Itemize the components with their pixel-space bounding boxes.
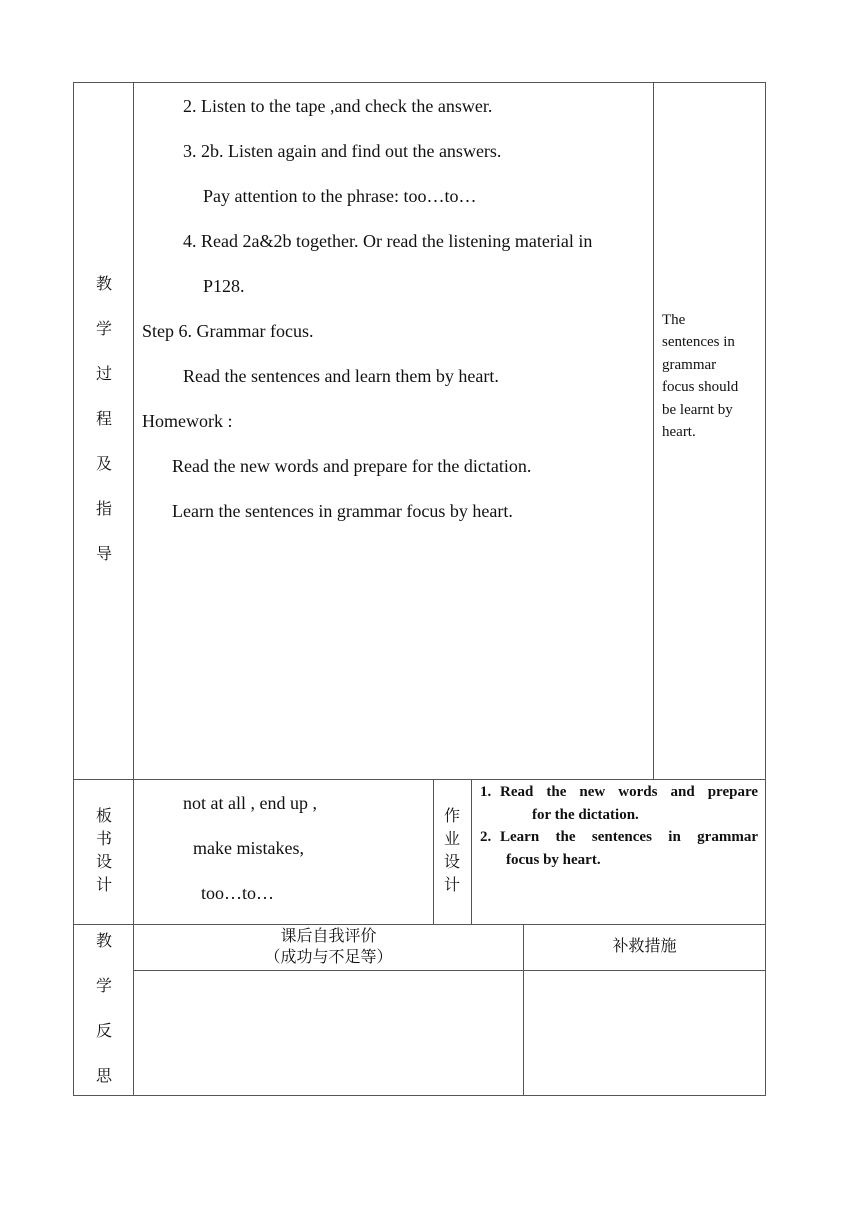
side-char: 程 xyxy=(95,411,112,428)
process-line: 2. Listen to the tape ,and check the answer. xyxy=(183,96,493,116)
process-line: Read the sentences and learn them by heart. xyxy=(183,366,499,386)
side-char: 学 xyxy=(95,321,112,338)
process-line: Pay attention to the phrase: too…to… xyxy=(203,186,477,206)
homework-item-text: Learn the sentences in grammar xyxy=(500,829,758,845)
note-line: be learnt by xyxy=(662,402,733,418)
side-char: 思 xyxy=(95,1068,112,1085)
homework-item-number: 2. xyxy=(480,829,492,845)
side-char: 计 xyxy=(95,877,112,894)
self-evaluation-subheader: （成功与不足等） xyxy=(264,949,393,966)
note-line: The xyxy=(662,312,686,328)
process-line: Step 6. Grammar focus. xyxy=(142,321,314,341)
note-line: focus should xyxy=(662,379,739,395)
remedial-measures-cell[interactable] xyxy=(524,971,765,1095)
side-char: 计 xyxy=(443,877,460,894)
process-line: 3. 2b. Listen again and find out the answers. xyxy=(183,141,502,161)
note-line: grammar xyxy=(662,357,717,373)
process-line: Read the new words and prepare for the dictation. xyxy=(172,456,532,476)
side-char: 及 xyxy=(95,456,112,473)
side-char: 教 xyxy=(95,276,112,293)
side-char: 设 xyxy=(95,854,112,871)
self-evaluation-cell[interactable] xyxy=(134,971,523,1095)
side-char: 教 xyxy=(95,933,112,950)
board-line: make mistakes, xyxy=(193,838,304,858)
side-char: 板 xyxy=(95,808,112,825)
board-line: too…to… xyxy=(201,883,275,903)
homework-item-text: focus by heart. xyxy=(506,852,601,868)
side-char: 指 xyxy=(95,501,112,518)
side-char: 设 xyxy=(443,854,460,871)
homework-item-text: Read the new words and prepare xyxy=(500,784,758,800)
side-char: 作 xyxy=(443,808,460,825)
side-char: 过 xyxy=(95,366,112,383)
side-char: 业 xyxy=(443,831,460,848)
side-char: 反 xyxy=(95,1023,112,1040)
homework-item-number: 1. xyxy=(480,784,492,800)
note-line: sentences in xyxy=(662,334,735,350)
side-char: 导 xyxy=(95,546,112,563)
remedial-measures-header: 补救措施 xyxy=(612,938,677,955)
process-line: P128. xyxy=(203,276,245,296)
board-line: not at all , end up , xyxy=(183,793,317,813)
side-char: 学 xyxy=(95,978,112,995)
self-evaluation-header: 课后自我评价 xyxy=(280,928,377,945)
process-line: Homework : xyxy=(142,411,233,431)
homework-item-text: for the dictation. xyxy=(532,807,639,823)
note-line: heart. xyxy=(662,424,696,440)
side-char: 书 xyxy=(95,831,112,848)
process-line: 4. Read 2a&2b together. Or read the listening material in xyxy=(183,231,593,251)
process-line: Learn the sentences in grammar focus by heart. xyxy=(172,501,513,521)
